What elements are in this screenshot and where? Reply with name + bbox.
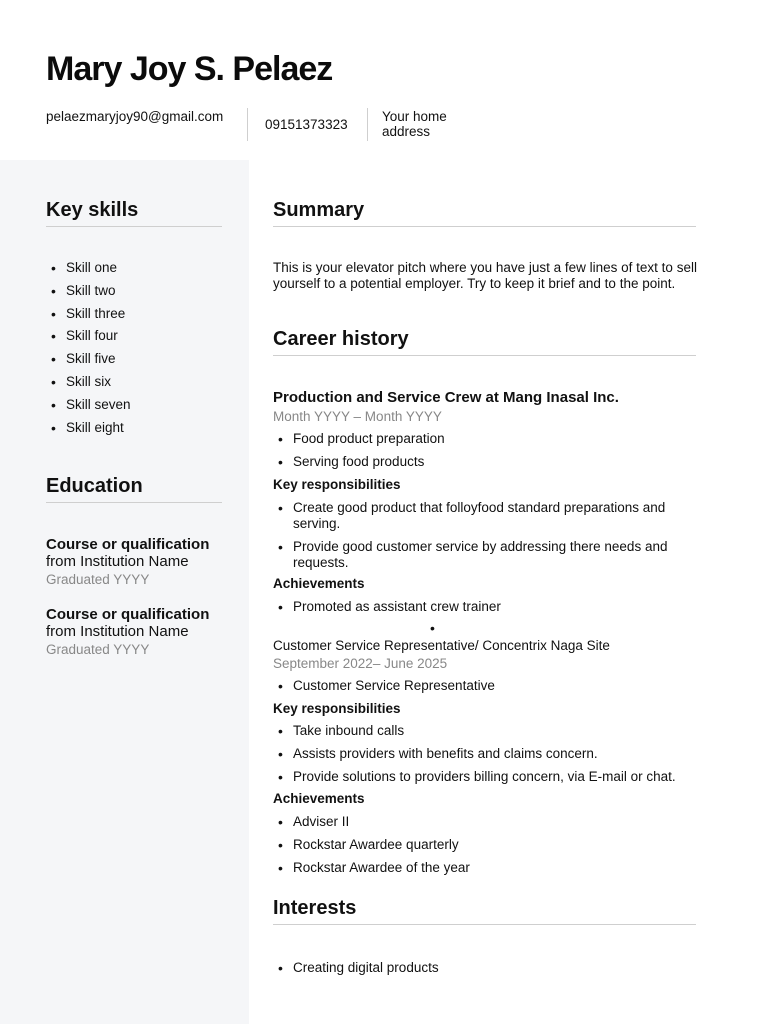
section-divider xyxy=(273,924,696,925)
skill-item: • Skill two xyxy=(46,283,226,306)
list-item: • Creating digital products xyxy=(273,960,698,976)
contact-email[interactable]: pelaezmaryjoy90@gmail.com xyxy=(46,109,224,124)
list-item: • Create good product that folloyfood standard preparations and serving. xyxy=(273,500,698,532)
job-duties-list xyxy=(273,431,698,477)
job-title: Production and Service Crew at Mang Inasal Inc. xyxy=(273,389,619,406)
contact-divider xyxy=(367,108,368,141)
bullet-dot: • xyxy=(430,620,435,636)
education-course: Course or qualification xyxy=(46,536,210,553)
list-item: • Serving food products xyxy=(273,454,698,470)
job-duties-list xyxy=(273,678,698,701)
skill-item: • Skill three xyxy=(46,306,226,329)
summary-heading: Summary xyxy=(273,199,365,221)
skills-heading: Key skills xyxy=(46,199,139,221)
responsibilities-heading: Key responsibilities xyxy=(273,701,401,716)
list-item: • Adviser II xyxy=(273,814,698,830)
section-divider xyxy=(46,226,222,227)
list-item: • Rockstar Awardee of the year xyxy=(273,860,698,876)
list-item: • Customer Service Representative xyxy=(273,678,698,694)
education-heading: Education xyxy=(46,475,143,497)
section-divider xyxy=(46,502,222,503)
education-graduated: Graduated YYYY xyxy=(46,642,150,657)
responsibilities-heading: Key responsibilities xyxy=(273,477,401,492)
achievements-list xyxy=(273,814,698,883)
interests-list xyxy=(273,960,698,983)
skill-item: • Skill eight xyxy=(46,420,226,443)
skills-list xyxy=(46,260,226,442)
list-item: • Assists providers with benefits and claims concern. xyxy=(273,746,698,762)
candidate-name: Mary Joy S. Pelaez xyxy=(46,50,333,88)
job-dates: September 2022– June 2025 xyxy=(273,656,448,671)
section-divider xyxy=(273,226,696,227)
responsibilities-list xyxy=(273,723,698,792)
summary-text: This is your elevator pitch where you have just a few lines of text to sell yourself to a potential employer. Try to keep it brief and to the point. xyxy=(273,260,697,291)
list-item: • Food product preparation xyxy=(273,431,698,447)
contact-divider xyxy=(247,108,248,141)
skill-item: • Skill six xyxy=(46,374,226,397)
job-title: Customer Service Representative/ Concentrix Naga Site xyxy=(273,638,610,653)
skill-item: • Skill four xyxy=(46,328,226,351)
list-item: • Provide solutions to providers billing concern, via E-mail or chat. xyxy=(273,769,698,785)
achievements-list xyxy=(273,599,698,622)
career-heading: Career history xyxy=(273,328,409,350)
contact-phone[interactable]: 09151373323 xyxy=(265,117,348,132)
list-item: • Take inbound calls xyxy=(273,723,698,739)
skill-item: • Skill five xyxy=(46,351,226,374)
interests-heading: Interests xyxy=(273,897,357,919)
skill-item: • Skill seven xyxy=(46,397,226,420)
education-institution: from Institution Name xyxy=(46,623,189,640)
section-divider xyxy=(273,355,696,356)
education-institution: from Institution Name xyxy=(46,553,189,570)
job-dates: Month YYYY – Month YYYY xyxy=(273,409,442,424)
education-graduated: Graduated YYYY xyxy=(46,572,150,587)
education-course: Course or qualification xyxy=(46,606,210,623)
responsibilities-list xyxy=(273,500,698,578)
list-item: • Promoted as assistant crew trainer xyxy=(273,599,698,615)
contact-address: Your home address xyxy=(382,109,447,139)
skill-item: • Skill one xyxy=(46,260,226,283)
achievements-heading: Achievements xyxy=(273,791,365,806)
achievements-heading: Achievements xyxy=(273,576,365,591)
list-item: • Rockstar Awardee quarterly xyxy=(273,837,698,853)
list-item: • Provide good customer service by addressing there needs and requests. xyxy=(273,539,698,571)
